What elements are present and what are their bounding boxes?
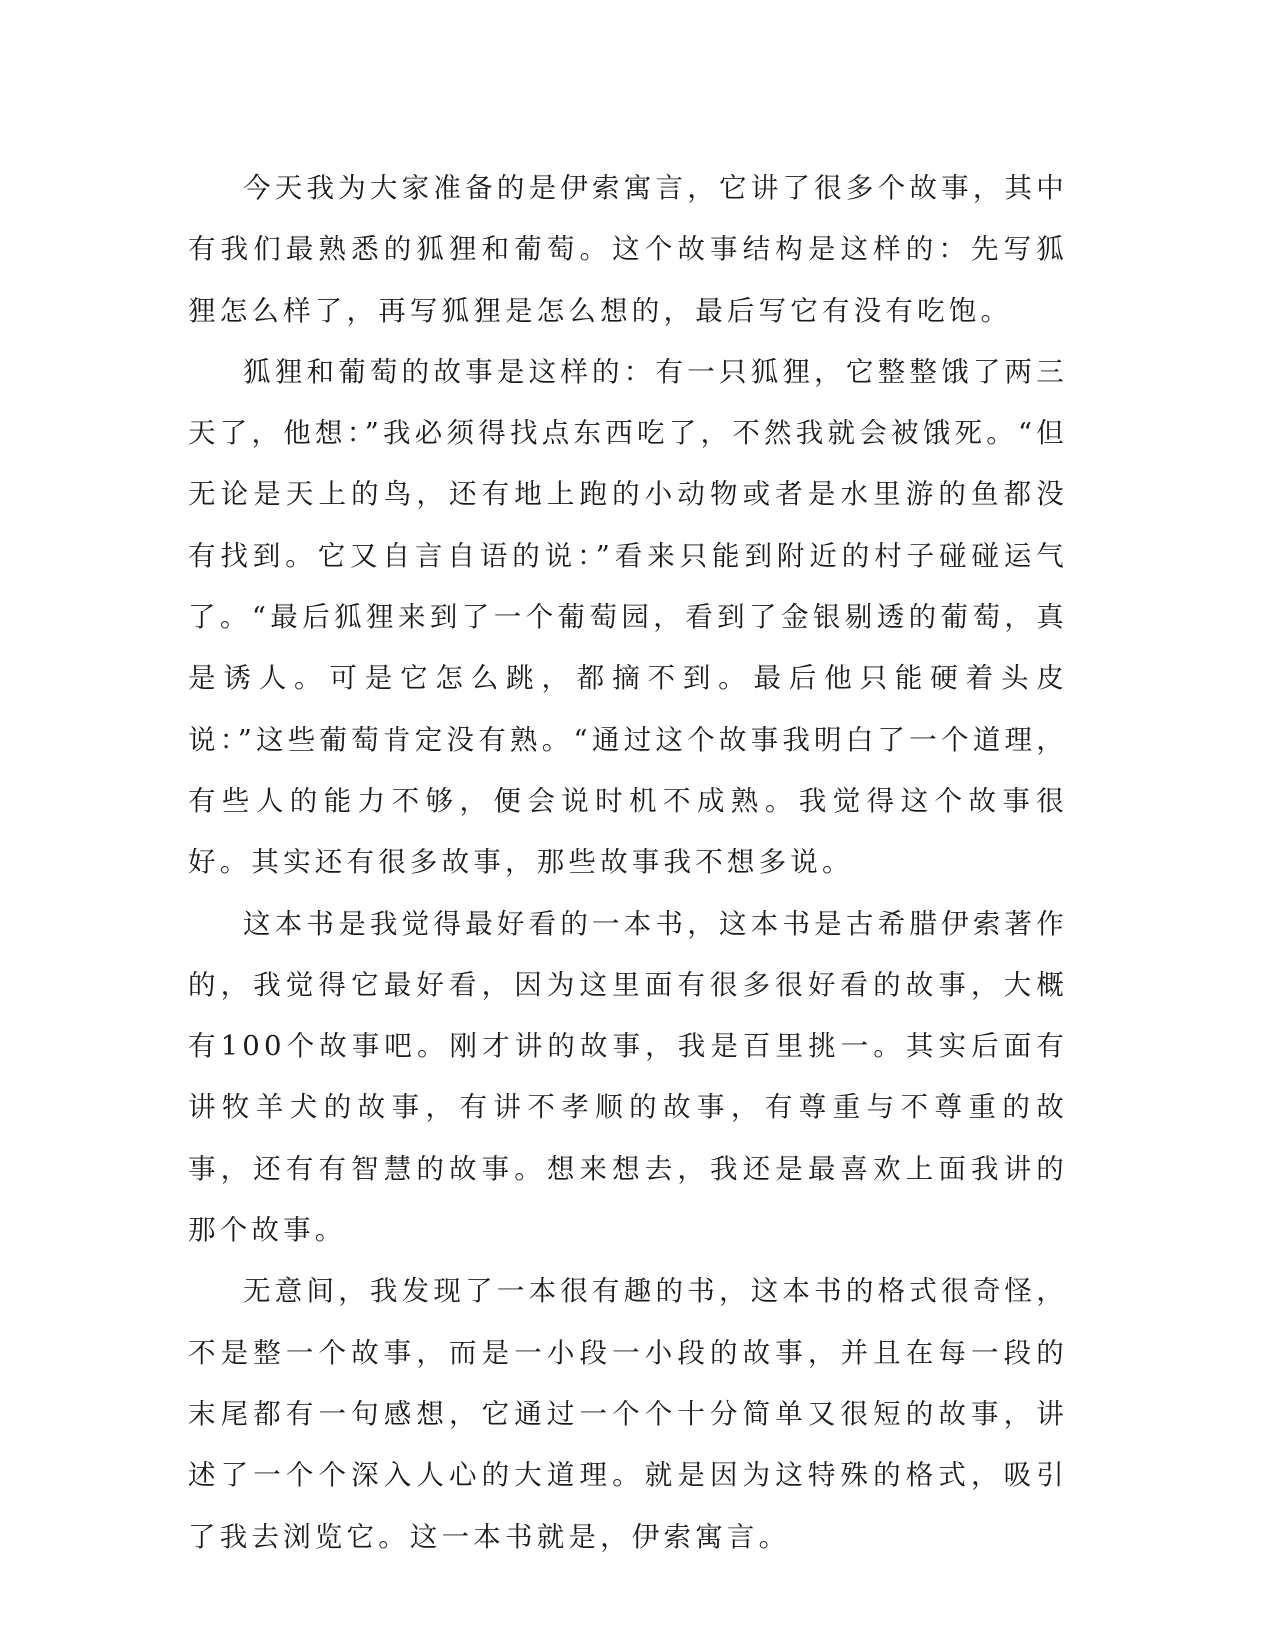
paragraph-1: 今天我为大家准备的是伊索寓言，它讲了很多个故事，其中有我们最熟悉的狐狸和葡萄。这个故事结构是这样的：先写狐狸怎么样了，再写狐狸是怎么想的，最后写它有没有吃饱。 <box>188 172 1068 327</box>
paragraph-2: 狐狸和葡萄的故事是这样的：有一只狐狸，它整整饿了两三天了，他想：”我必须得找点东西吃了，不然我就会被饿死。“但无论是天上的鸟，还有地上跑的小动物或者是水里游的鱼都没有找到。它又自言自语的说：”看来只能到附近的村子碰碰运气了。“最后狐狸来到了一个葡萄园，看到了金银剔透的葡萄，真是诱人。可是它怎么跳，都摘不到。最后他只能硬着头皮说：”这些葡萄肯定没有熟。“通过这个故事我明白了一个道理，有些人的能力不够，便会说时机不成熟。我觉得这个故事很好。其实还有很多故事，那些故事我不想多说。 <box>188 355 1069 879</box>
paragraph-4: 无意间，我发现了一本很有趣的书，这本书的格式很奇怪，不是整一个故事，而是一小段一小段的故事，并且在每一段的末尾都有一句感想，它通过一个个十分简单又很短的故事，讲述了一个个深入人心的大道理。就是因为这特殊的格式，吸引了我去浏览它。这一本书就是，伊索寓言。 <box>188 1275 1068 1553</box>
paragraph-3: 这本书是我觉得最好看的一本书，这本书是古希腊伊索著作的，我觉得它最好看，因为这里面有很多很好看的故事，大概有100个故事吧。刚才讲的故事，我是百里挑一。其实后面有讲牧羊犬的故事，有讲不孝顺的故事，有尊重与不尊重的故事，还有有智慧的故事。想来想去，我还是最喜欢上面我讲的那个故事。 <box>188 907 1068 1247</box>
document-body <box>188 158 1068 1568</box>
